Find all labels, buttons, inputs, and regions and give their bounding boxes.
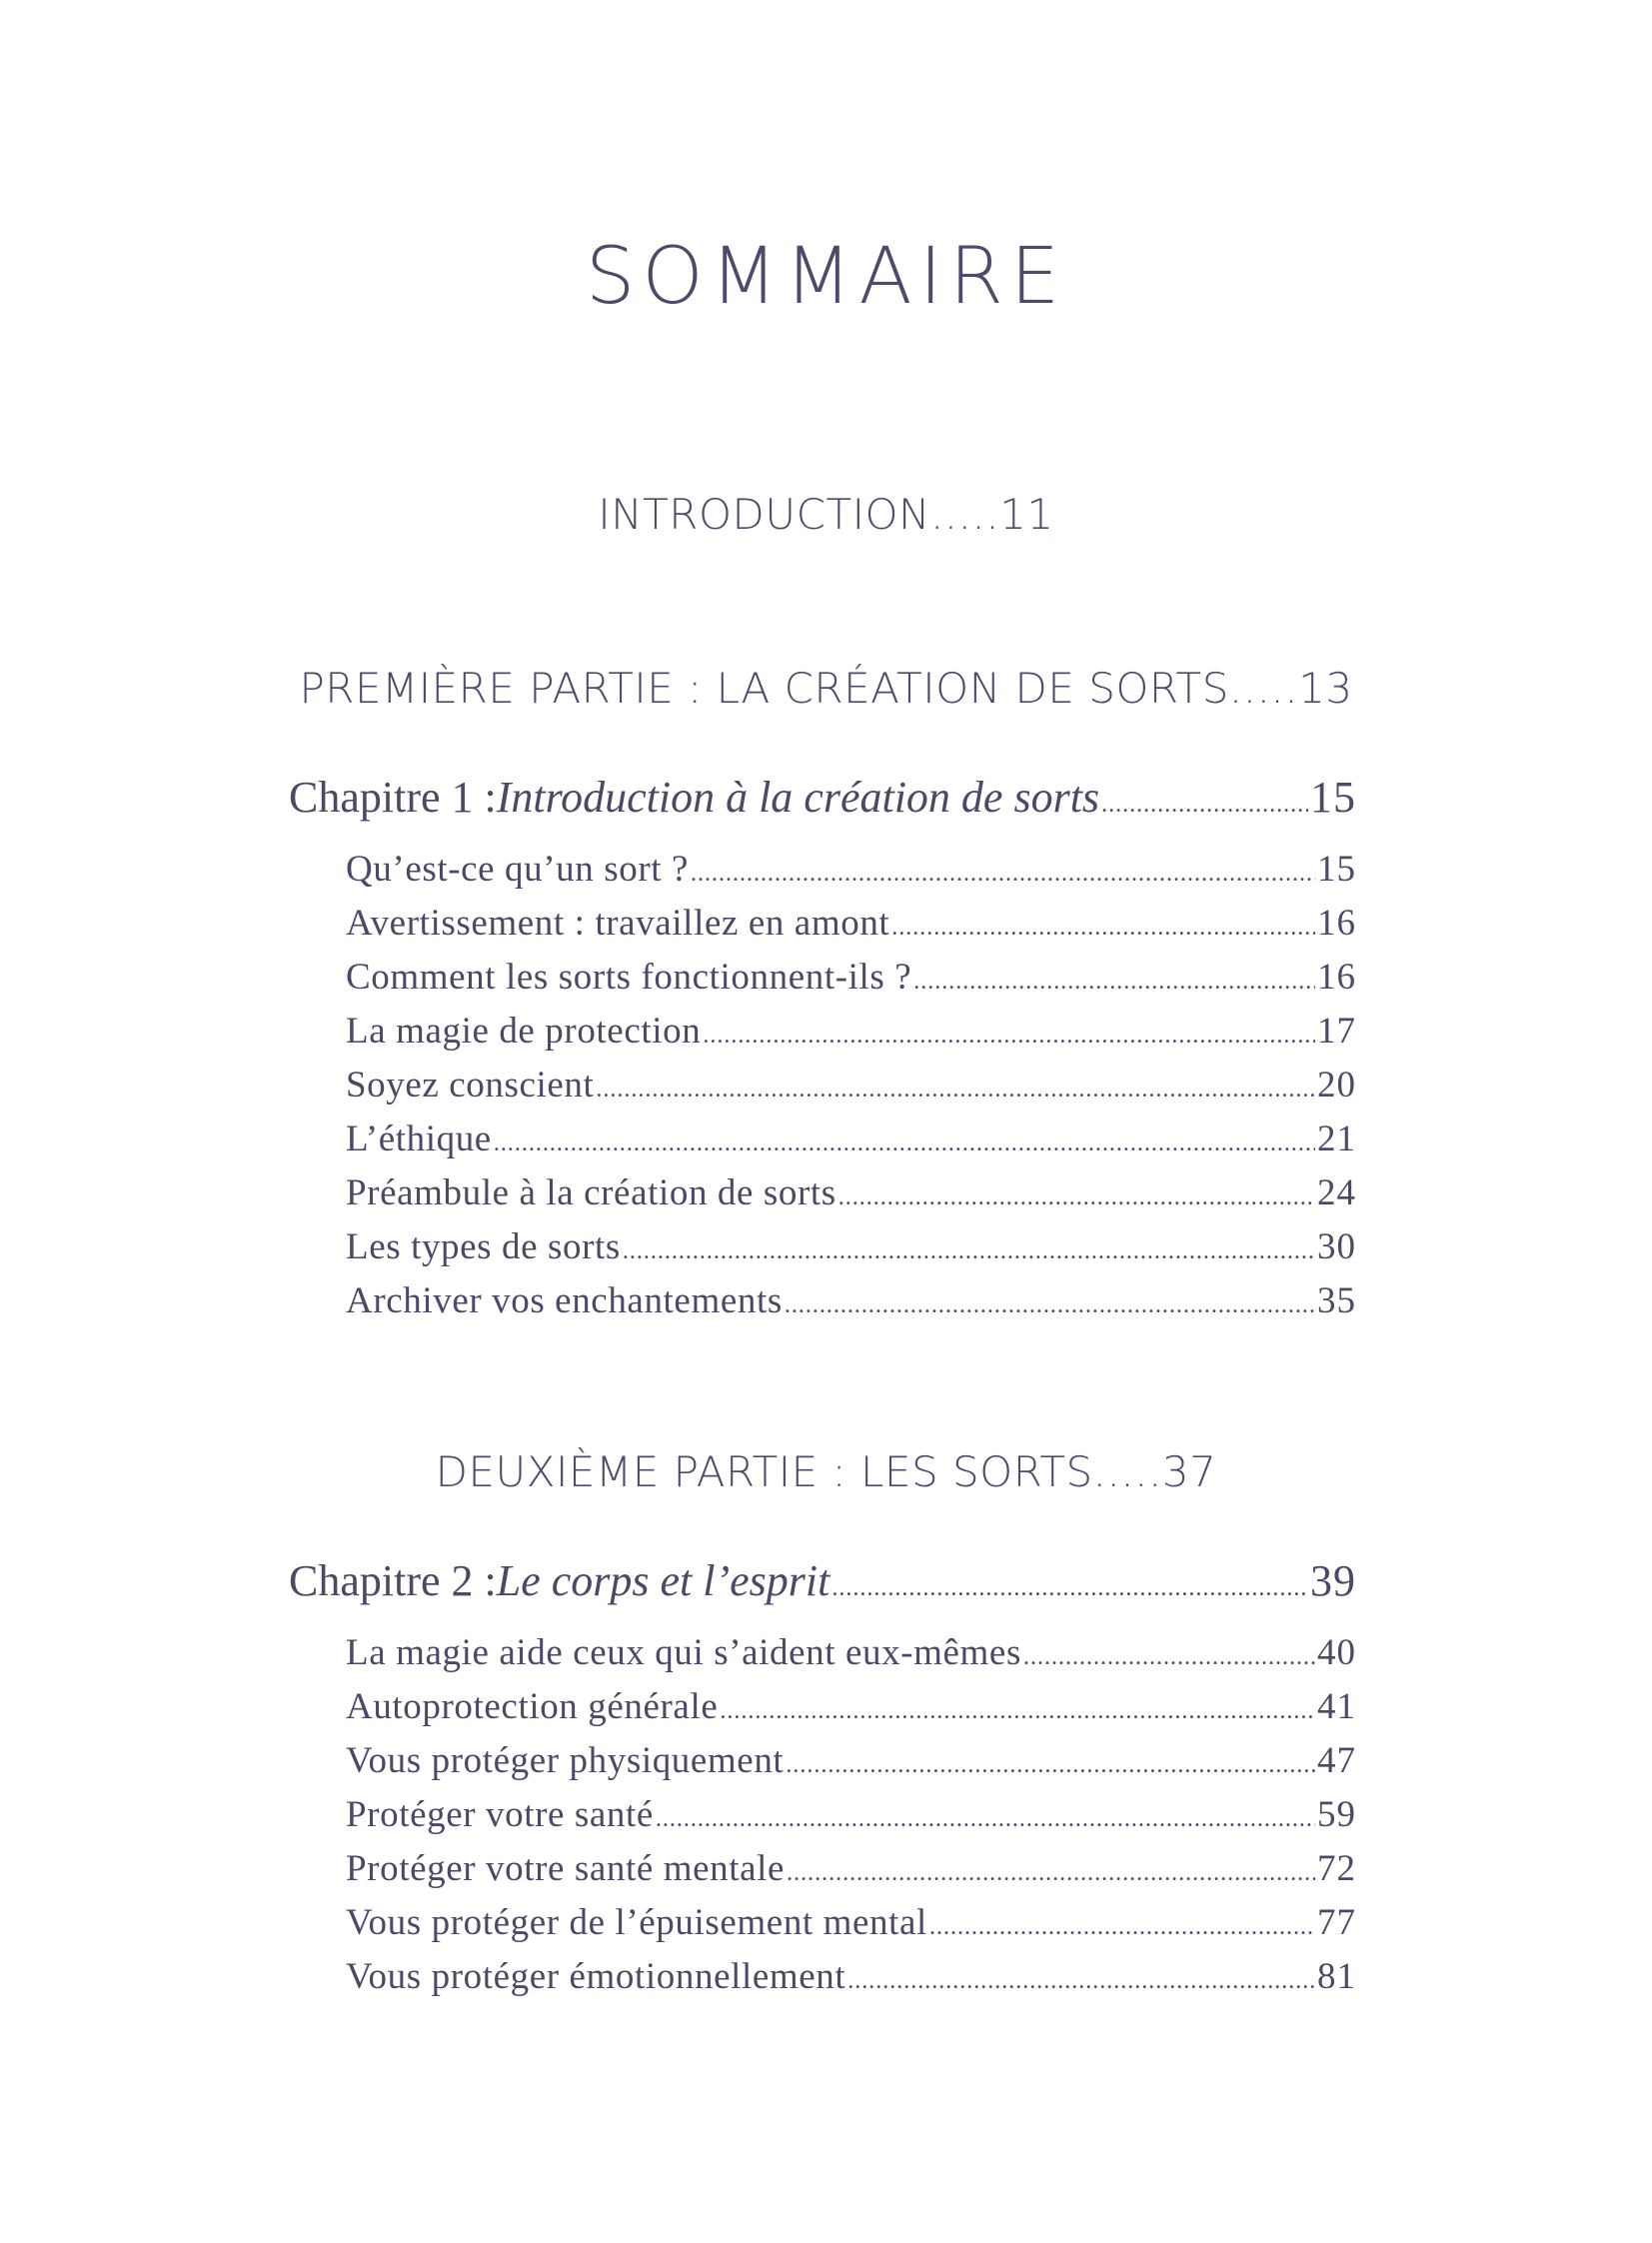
entry-label: La magie aide ceux qui s’aident eux-mêmes xyxy=(346,1632,1021,1673)
toc-entry[interactable] xyxy=(346,1739,1356,1782)
chapter-title: Le corps et l’esprit xyxy=(496,1556,830,1605)
chapter-prefix: Chapitre 2 : xyxy=(289,1556,497,1605)
dot-leader xyxy=(786,1752,1315,1779)
page-number: 16 xyxy=(1317,957,1356,998)
page-number: 21 xyxy=(1317,1119,1356,1159)
toc-entry[interactable] xyxy=(346,1901,1356,1944)
dot-leader xyxy=(1023,1644,1315,1671)
toc-entry[interactable] xyxy=(346,1793,1356,1836)
chapter-entry[interactable] xyxy=(289,1555,1356,1606)
dot-leader xyxy=(720,1698,1315,1725)
page-number: 15 xyxy=(1310,773,1356,822)
entry-label: Soyez conscient xyxy=(346,1065,595,1106)
page-number: 40 xyxy=(1317,1632,1356,1673)
part-2-heading: DEUXIÈME PARTIE : LES SORTS.....37 xyxy=(435,1447,1217,1496)
dot-leader xyxy=(831,1575,1308,1602)
toc-entry[interactable] xyxy=(346,1955,1356,1998)
entry-label: La magie de protection xyxy=(346,1011,702,1052)
dot-leader xyxy=(596,1077,1315,1104)
entry-label: L’éthique xyxy=(346,1119,492,1159)
entry-label: Archiver vos enchantements xyxy=(346,1280,783,1321)
part-1-heading: PREMIÈRE PARTIE : LA CRÉATION DE SORTS.....13 xyxy=(299,664,1353,713)
page-number: 30 xyxy=(1317,1226,1356,1267)
page-number: 20 xyxy=(1317,1065,1356,1106)
page-number: 35 xyxy=(1317,1280,1356,1321)
page-number: 16 xyxy=(1317,903,1356,944)
dot-leader xyxy=(494,1130,1315,1157)
dot-leader xyxy=(703,1023,1315,1050)
entry-label: Vous protéger physiquement xyxy=(346,1740,785,1781)
dot-leader xyxy=(787,1860,1315,1887)
dot-leader xyxy=(929,1914,1315,1941)
toc-entry[interactable] xyxy=(346,848,1356,891)
entry-label: Protéger votre santé mentale xyxy=(346,1848,786,1889)
toc-entry[interactable] xyxy=(346,1279,1356,1322)
entry-label: Les types de sorts xyxy=(346,1226,621,1267)
page-number: 24 xyxy=(1317,1172,1356,1213)
toc-entry[interactable] xyxy=(346,1171,1356,1214)
dot-leader xyxy=(623,1238,1315,1265)
page-number: 39 xyxy=(1310,1556,1356,1605)
toc-entry[interactable] xyxy=(346,956,1356,999)
dot-leader xyxy=(838,1184,1315,1211)
toc-entry[interactable] xyxy=(346,1064,1356,1107)
toc-entry[interactable] xyxy=(346,1118,1356,1160)
page-number: 17 xyxy=(1317,1011,1356,1052)
page-number: 81 xyxy=(1317,1956,1356,1997)
entry-label: Vous protéger de l’épuisement mental xyxy=(346,1902,927,1943)
page-number: 47 xyxy=(1317,1740,1356,1781)
page-number: 59 xyxy=(1317,1794,1356,1835)
dot-leader xyxy=(785,1292,1315,1319)
dot-leader xyxy=(847,1968,1315,1995)
toc-entry[interactable] xyxy=(346,902,1356,945)
chapter-entry[interactable] xyxy=(289,772,1356,823)
page-number: 77 xyxy=(1317,1902,1356,1943)
chapter-title: Introduction à la création de sorts xyxy=(496,773,1100,822)
toc-entry[interactable] xyxy=(346,1225,1356,1268)
entry-label: Qu’est-ce qu’un sort ? xyxy=(346,849,690,890)
entry-label: Avertissement : travaillez en amont xyxy=(346,903,890,944)
entry-label: Comment les sorts fonctionnent-ils ? xyxy=(346,957,912,998)
introduction-heading: INTRODUCTION.....11 xyxy=(598,490,1054,539)
page-number: 41 xyxy=(1317,1686,1356,1727)
page-number: 15 xyxy=(1317,849,1356,890)
toc-entry[interactable] xyxy=(346,1631,1356,1674)
entry-label: Vous protéger émotionnellement xyxy=(346,1956,846,1997)
dot-leader xyxy=(656,1806,1315,1833)
chapter-prefix: Chapitre 1 : xyxy=(289,773,497,822)
page-title: SOMMAIRE xyxy=(585,232,1067,322)
dot-leader xyxy=(891,915,1315,942)
page-number: 72 xyxy=(1317,1848,1356,1889)
toc-entry[interactable] xyxy=(346,1685,1356,1728)
dot-leader xyxy=(913,969,1315,996)
dot-leader xyxy=(691,861,1315,888)
toc-entry[interactable] xyxy=(346,1847,1356,1890)
entry-label: Préambule à la création de sorts xyxy=(346,1172,836,1213)
entry-label: Protéger votre santé xyxy=(346,1794,654,1835)
toc-entry[interactable] xyxy=(346,1010,1356,1053)
dot-leader xyxy=(1101,792,1308,819)
entry-label: Autoprotection générale xyxy=(346,1686,719,1727)
